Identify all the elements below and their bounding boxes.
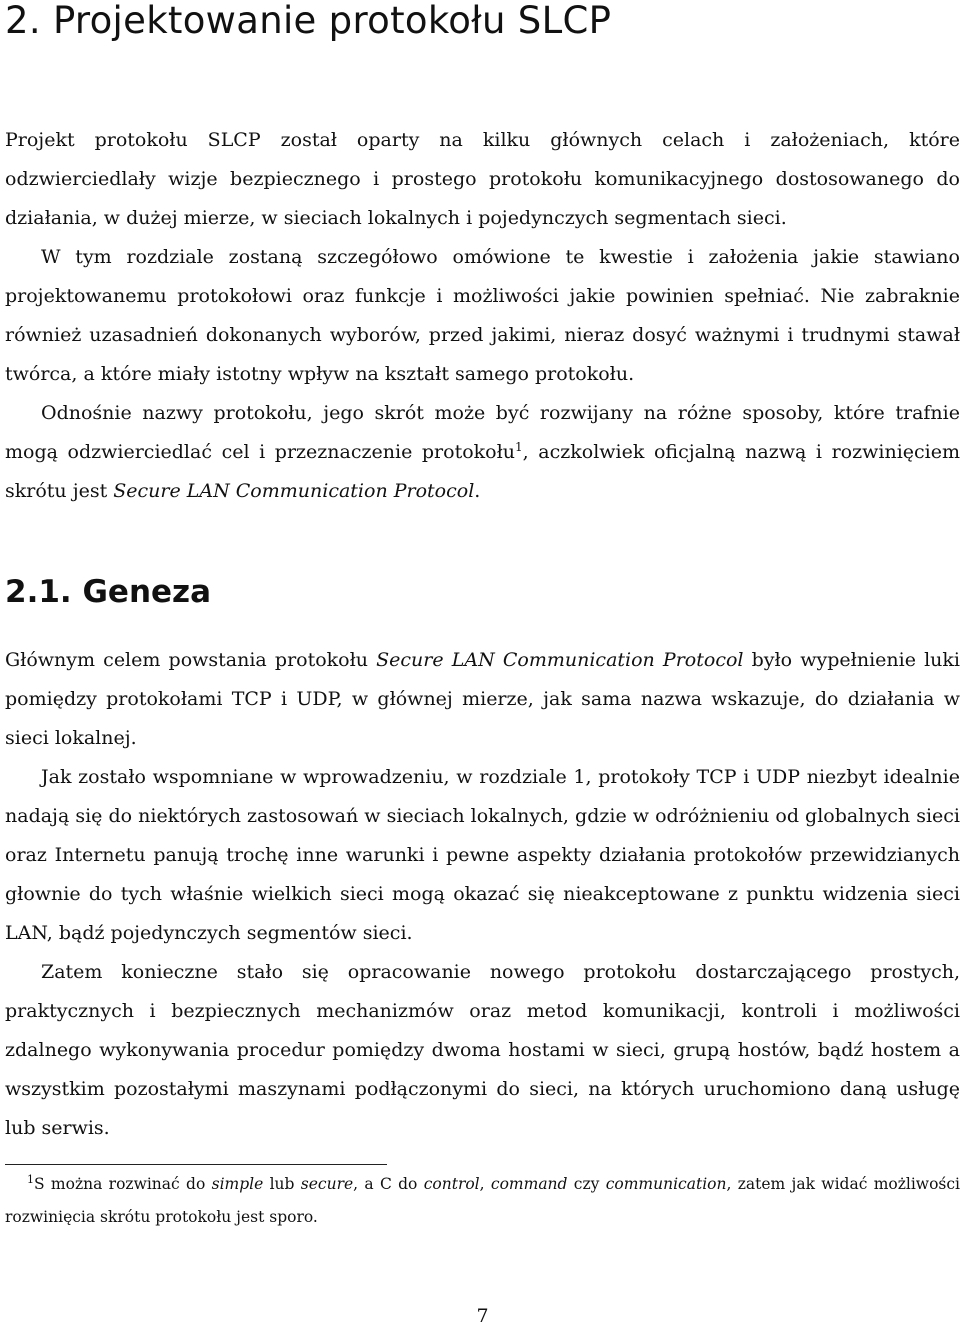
chapter-title: 2. Projektowanie protokołu SLCP — [5, 0, 612, 42]
intro-paragraph-3 — [5, 394, 960, 511]
footnote-em-4: command — [490, 1175, 568, 1193]
section-p1-text-a: Głównym celem powstania protokołu — [5, 649, 377, 671]
intro-paragraph-1: Projekt protokołu SLCP został oparty na kilku głównych celach i założeniach, które odzwierciedlały wizje bezpiecznego i prostego protokołu komunikacyjnego dostosowanego do działania, w dużej mierze, w sieciach lokalnych i pojedynczych segmentach sieci. — [5, 129, 960, 229]
footnote-em-3: control — [423, 1175, 480, 1193]
page-number: 7 — [476, 1305, 489, 1327]
intro-p3-text-a: Odnośnie nazwy protokołu, jego skrót może być rozwijany na różne sposoby, które trafnie mogą odzwierciedlać cel i przeznaczenie protokołu — [5, 402, 960, 463]
section-paragraph-2: Jak zostało wspomniane w wprowadzeniu, w rozdziale 1, protokoły TCP i UDP niezbyt idealnie nadają się do niektórych zastosowań w sieciach lokalnych, gdzie w odróżnieniu od globalnych sieci oraz Internetu panują trochę inne warunki i pewne aspekty działania protokołów przewidzianych głownie do tych właśnie wielkich sieci mogą okazać się nieakceptowane z punktu widzenia sieci LAN, bądź pojedynczych segmentów sieci. — [5, 766, 960, 944]
footnote-em-1: simple — [211, 1175, 264, 1193]
section-protocol-name-emphasis: Secure LAN Communication Protocol — [376, 649, 744, 671]
footnote-text-1: S można rozwinać do — [34, 1175, 212, 1193]
protocol-name-emphasis: Secure LAN Communication Protocol — [113, 480, 475, 502]
footnote-text-6: , zatem jak widać możliwości rozwinięcia skrótu protokołu jest sporo. — [5, 1175, 960, 1226]
section-paragraph-3: Zatem konieczne stało się opracowanie nowego protokołu dostarczającego prostych, praktycznych i bezpiecznych mechanizmów oraz metod komunikacji, kontroli i możliwości zdalnego wykonywania procedur pomiędzy dwoma hostami w sieci, grupą hostów, bądź hostem a wszystkim pozostałymi maszynami podłączonymi do sieci, na których uruchomiono daną usługę lub serwis. — [5, 961, 960, 1139]
footnote-text-5: czy — [567, 1175, 606, 1193]
footnote-text-4: , — [479, 1175, 491, 1193]
footnote-em-2: secure — [300, 1175, 354, 1193]
footnote-reference: 1 — [515, 440, 523, 454]
footnote — [5, 1168, 960, 1234]
chapter-intro — [5, 121, 960, 511]
footnote-divider — [5, 1164, 387, 1165]
section-paragraph-1 — [5, 641, 960, 758]
footnote-mark: 1 — [27, 1173, 34, 1186]
section-title: 2.1. Geneza — [5, 574, 212, 610]
section-p1-text-b: było wypełnienie luki pomiędzy protokołami TCP i UDP, w głównej mierze, jak sama nazwa wskazuje, do działania w sieci lokalnej. — [5, 649, 960, 749]
intro-p3-text-b: , aczkolwiek oficjalną nazwą i rozwinięciem skrótu jest — [5, 441, 960, 502]
footnote-em-5: communication — [605, 1175, 727, 1193]
intro-paragraph-2: W tym rozdziale zostaną szczegółowo omówione te kwestie i założenia jakie stawiano projektowanemu protokołowi oraz funkcje i możliwości jakie powinien spełniać. Nie zabraknie również uzasadnień dokonanych wyborów, przed jakimi, nieraz dosyć ważnymi i trudnymi stawał twórca, a które miały istotny wpływ na kształt samego protokołu. — [5, 246, 960, 385]
section-body — [5, 641, 960, 1148]
footnote-text-3: , a C do — [353, 1175, 424, 1193]
footnote-text-2: lub — [263, 1175, 301, 1193]
intro-p3-text-c: . — [474, 480, 481, 502]
